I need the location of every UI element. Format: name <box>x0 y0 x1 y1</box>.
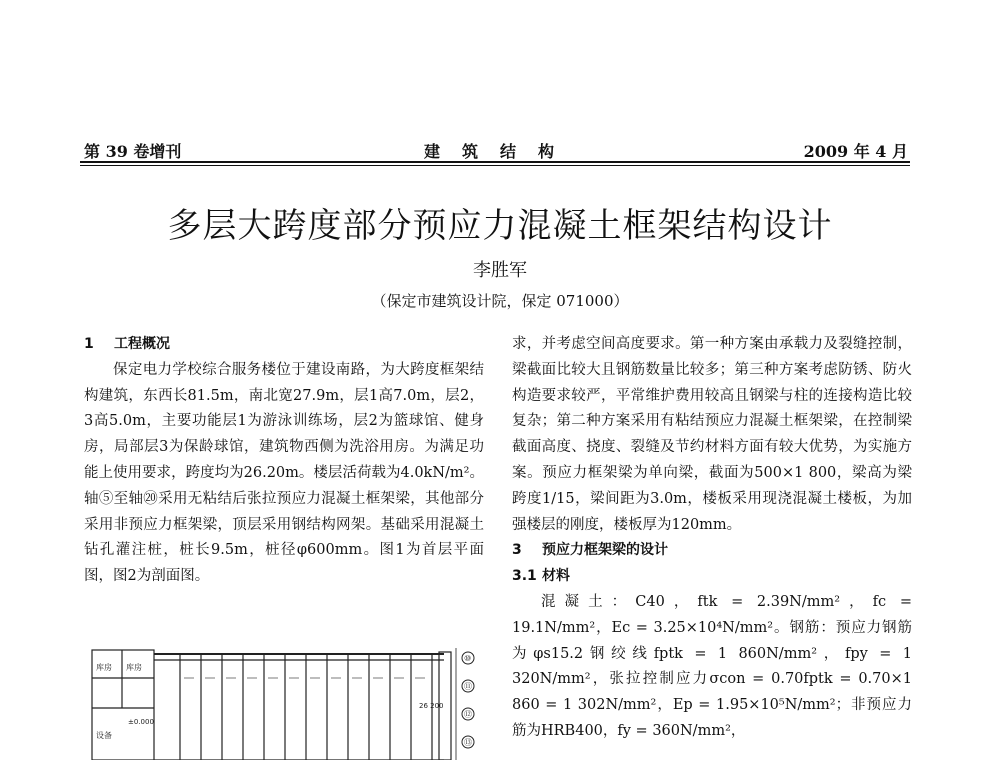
axis-label: ⑩ <box>464 654 472 663</box>
axis-label: ⑫ <box>464 710 472 719</box>
axis-label: ⑪ <box>464 682 472 691</box>
article-title: 多层大跨度部分预应力混凝土框架结构设计 <box>167 206 833 246</box>
subsection-title: 材料 <box>542 568 570 585</box>
body-paragraph: 保定电力学校综合服务楼位于建设南路，为大跨度框架结构建筑，东西长81.5m，南北宽27.9m，层1高7.0m，层2，3高5.0m，主要功能层1为游泳训练场，层2为篮球馆、健身房，局部层3为保龄球馆，建筑物西侧为洗浴用房。为满足功能上使用要求，跨度均为26.20m。楼层活荷载为4.0kN/m²。轴⑤至轴⑳采用无粘结后张拉预应力混凝土框架梁，其他部分采用非预应力框架梁，顶层采用钢结构网架。基础采用混凝土钻孔灌注桩，桩长9.5m，桩径φ600mm。图1为首层平面图，图2为剖面图。 <box>84 361 484 585</box>
room-label: 库房 <box>96 663 112 672</box>
room-label: ±0.000 <box>128 718 154 726</box>
subsection-number: 3.1 <box>512 568 537 585</box>
axis-label: ⑬ <box>464 738 472 747</box>
journal-name: 建筑结构 <box>423 142 576 161</box>
body-paragraph: 混凝土：C40，ftk = 2.39N/mm²，fc = 19.1N/mm²，Ec = 3.25×10⁴N/mm²。钢筋：预应力钢筋为φs15.2钢绞线fptk = 1 860N/mm²，fpy = 1 320N/mm²，张拉控制应力σcon = 0.70fptk = 0.70×1 860 = 1 302N/mm²，Ep = 1.95×10⁵N/mm²；非预应力筋为HRB400，fy = 360N/mm²， <box>512 593 912 739</box>
dimension-label: 26 200 <box>419 702 444 710</box>
body-paragraph: 求，并考虑空间高度要求。第一种方案由承载力及裂缝控制，梁截面比较大且钢筋数量比较多；第三种方案考虑防锈、防火构造要求较严，平常维护费用较高且钢梁与柱的连接构造比较复杂；第二种方案采用有粘结预应力混凝土框架梁，在控制梁截面高度、挠度、裂缝及节约材料方面有较大优势，为实施方案。预应力框架梁为单向梁，截面为500×1 800，梁高为梁跨度1/15，梁间距为3.0m，楼板采用现浇混凝土楼板，为加强楼层的刚度，楼板厚为120mm。 <box>512 336 912 533</box>
room-label: 库房 <box>126 663 142 672</box>
section-heading <box>512 538 912 564</box>
floor-plan-figure <box>84 638 484 760</box>
article-affiliation: （保定市建筑设计院，保定 071000） <box>371 292 629 310</box>
left-column <box>84 332 484 590</box>
subsection-heading <box>512 564 912 590</box>
section-heading <box>84 332 484 358</box>
room-label: 设备 <box>96 731 112 740</box>
header-rule-thin <box>80 165 910 166</box>
article-author: 李胜军 <box>473 260 527 281</box>
section-title: 预应力框架梁的设计 <box>542 542 668 559</box>
right-column <box>512 332 912 745</box>
section-number: 1 <box>84 336 94 352</box>
journal-date: 2009 年 4 月 <box>803 142 908 161</box>
section-number: 3 <box>512 542 522 559</box>
journal-volume: 第 39 卷增刊 <box>84 142 182 161</box>
header-rule <box>80 161 910 163</box>
section-title: 工程概况 <box>114 336 170 352</box>
